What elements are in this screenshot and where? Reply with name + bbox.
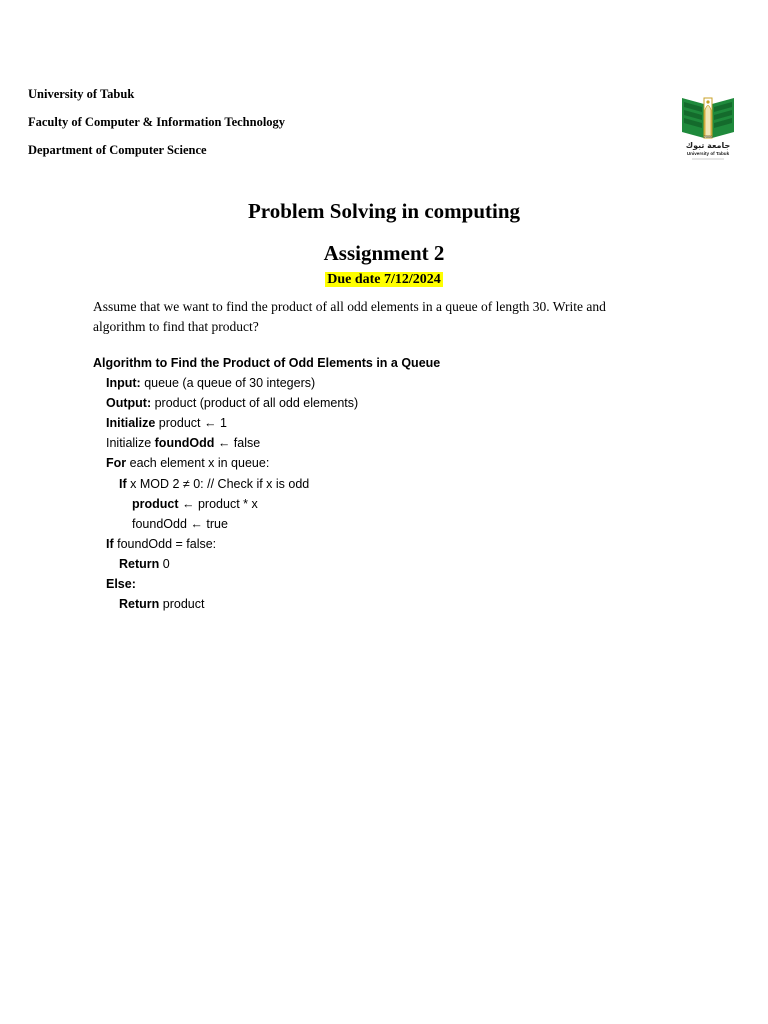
department-name: Department of Computer Science: [28, 143, 207, 157]
algo-prefix: Initialize: [106, 436, 155, 451]
due-date: Due date 7/12/2024: [327, 272, 441, 287]
faculty-name: Faculty of Computer & Information Technology: [28, 115, 286, 129]
algo-keyword: Output:: [106, 396, 152, 411]
algo-text: 0: [159, 556, 170, 571]
algo-keyword: Input:: [106, 376, 141, 391]
logo-arabic-name: جامعة تبوك: [685, 141, 731, 150]
algo-keyword: Else:: [106, 577, 136, 592]
algorithm-line: [93, 453, 693, 473]
algo-keyword: If: [119, 476, 127, 491]
algorithm-line: [93, 514, 693, 534]
algo-text: foundOdd = false:: [113, 536, 217, 551]
algorithm-line: [93, 574, 693, 594]
algorithm-line: [93, 393, 693, 413]
algorithm-line: [93, 534, 693, 554]
algorithm-block: [93, 353, 693, 614]
due-date-container: [0, 271, 768, 289]
course-title: Problem Solving in computing: [247, 199, 521, 223]
algorithm-line: [93, 494, 693, 514]
algo-text: each element x in queue:: [126, 456, 270, 471]
algo-text: x MOD 2 ≠ 0: // Check if x is odd: [126, 476, 310, 491]
university-name: University of Tabuk: [28, 87, 135, 101]
university-of-tabuk-logo: [678, 92, 738, 164]
algorithm-line: [93, 413, 693, 433]
logo-english-name: University of Tabuk: [686, 151, 730, 156]
algo-keyword: product: [132, 496, 179, 511]
assignment-title: Assignment 2: [323, 241, 445, 265]
logo-year: 2006: [703, 134, 713, 139]
algo-text: ← false: [214, 436, 261, 451]
algo-text: ← product * x: [178, 496, 258, 511]
algo-keyword: Return: [119, 597, 160, 612]
algorithm-line: [93, 554, 693, 574]
algorithm-heading: Algorithm to Find the Product of Odd Elements in a Queue: [93, 356, 441, 370]
algo-keyword: Return: [119, 556, 160, 571]
algo-keyword: For: [106, 456, 127, 471]
algo-text: queue (a queue of 30 integers): [140, 376, 316, 391]
algorithm-line: [93, 474, 693, 494]
logo-graphic: [678, 92, 738, 164]
algorithm-line: [93, 594, 693, 614]
algo-text: foundOdd ← true: [132, 516, 228, 531]
algo-keyword: foundOdd: [154, 436, 215, 451]
algorithm-line: [93, 433, 693, 453]
assignment-prompt: Assume that we want to find the product of all odd elements in a queue of length 30. Write and algorithm to find that product?: [93, 299, 606, 334]
algo-keyword: If: [106, 536, 114, 551]
algo-keyword: Initialize: [106, 416, 156, 431]
algorithm-line: [93, 373, 693, 393]
algo-text: product (product of all odd elements): [151, 396, 359, 411]
algo-text: product ← 1: [155, 416, 227, 431]
algo-text: product: [159, 597, 205, 612]
